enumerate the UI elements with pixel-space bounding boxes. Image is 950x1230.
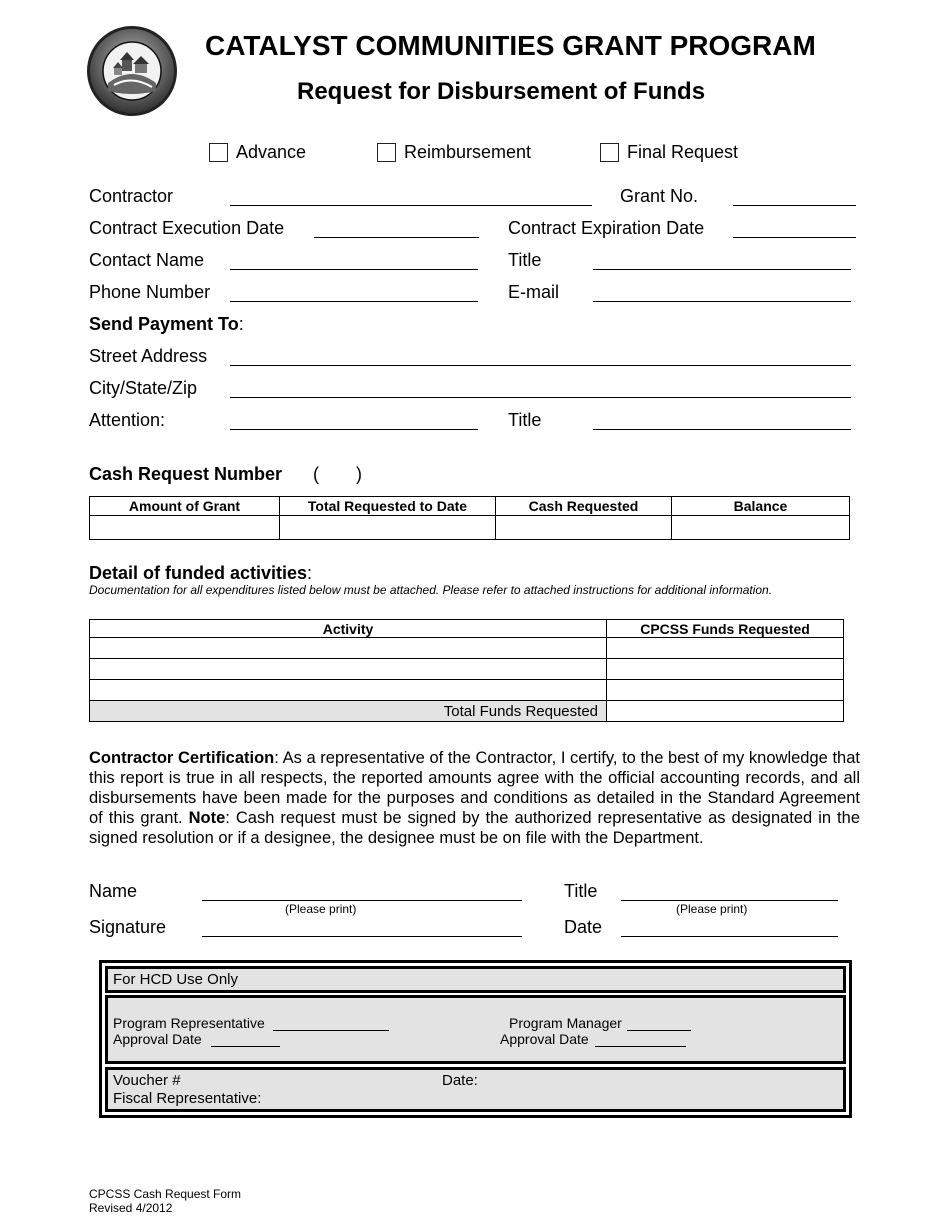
send-payment-label: Send Payment To — [89, 314, 239, 334]
table-row — [90, 680, 844, 701]
hcd-seal-icon — [86, 25, 178, 117]
detail-heading-label: Detail of funded activities — [89, 563, 308, 583]
footer-revised: Revised 4/2012 — [89, 1201, 173, 1215]
col-amount-of-grant: Amount of Grant — [90, 497, 280, 516]
cash-request-table — [89, 496, 850, 540]
grant-no-field[interactable] — [733, 205, 856, 206]
funds-cell[interactable] — [607, 659, 844, 680]
voucher-label: Voucher # — [113, 1072, 181, 1089]
col-total-requested: Total Requested to Date — [280, 497, 496, 516]
title-field[interactable] — [593, 269, 851, 270]
cash-request-paren-close: ) — [356, 464, 362, 484]
certification-note-label: Note — [188, 809, 226, 827]
title-label: Title — [508, 250, 542, 270]
funds-cell[interactable] — [607, 680, 844, 701]
col-activity: Activity — [90, 620, 607, 638]
street-field[interactable] — [230, 365, 851, 366]
contractor-label: Contractor — [89, 186, 174, 206]
exp-date-field[interactable] — [733, 237, 856, 238]
col-cpcss-funds: CPCSS Funds Requested — [607, 620, 844, 638]
phone-field[interactable] — [230, 301, 478, 302]
signature-label: Signature — [89, 917, 167, 937]
detail-note: Documentation for all expenditures listed below must be attached. Please refer to attached instructions for additional information. — [89, 583, 773, 597]
page-subtitle: Request for Disbursement of Funds — [297, 78, 706, 105]
page-title: CATALYST COMMUNITIES GRANT PROGRAM — [205, 30, 816, 61]
approval-date-field[interactable] — [211, 1046, 280, 1047]
total-requested-cell[interactable] — [280, 516, 496, 540]
signature-date-label: Date — [564, 917, 603, 937]
certification-text-2: : Cash request must be signed by the authorized representative as designated in the signed resolution or if a designee, the designee must be on file with the Department. — [89, 809, 860, 847]
name-label: Name — [89, 881, 138, 901]
program-rep-label: Program Representative — [113, 1015, 265, 1031]
hcd-approval-box — [105, 995, 846, 1064]
attention-label: Attention: — [89, 410, 166, 430]
signature-title-field[interactable] — [621, 900, 838, 901]
advance-label: Advance — [236, 142, 307, 162]
activity-cell[interactable] — [90, 638, 607, 659]
table-header-row — [90, 620, 844, 638]
attention-field[interactable] — [230, 429, 478, 430]
total-funds-label: Total Funds Requested — [90, 701, 607, 722]
col-cash-requested: Cash Requested — [496, 497, 672, 516]
certification-paragraph — [89, 748, 860, 848]
signature-field[interactable] — [202, 936, 522, 937]
total-row — [90, 701, 844, 722]
street-label: Street Address — [89, 346, 208, 366]
send-payment-colon: : — [238, 314, 244, 334]
reimbursement-label: Reimbursement — [404, 142, 532, 162]
title2-field[interactable] — [593, 429, 851, 430]
hcd-header-label: For HCD Use Only — [113, 971, 239, 988]
contact-name-field[interactable] — [230, 269, 478, 270]
name-field[interactable] — [202, 900, 522, 901]
table-row — [90, 659, 844, 680]
program-rep-field[interactable] — [273, 1030, 389, 1031]
funds-cell[interactable] — [607, 638, 844, 659]
table-header-row — [90, 497, 850, 516]
program-mgr-label: Program Manager — [509, 1015, 622, 1031]
detail-heading-colon: : — [307, 563, 313, 583]
exec-date-label: Contract Execution Date — [89, 218, 285, 238]
certification-text-1: : As a representative of the Contractor, I certify, to the best of my knowledge that this report is true in all respects, the reported amounts agree with the official accounting records, and all disbursements have been made for the purposes and conditions as detailed in the Standard Agreement of this grant. — [89, 749, 860, 827]
email-field[interactable] — [593, 301, 851, 302]
cash-request-number-field[interactable] — [325, 464, 353, 484]
signature-title-label: Title — [564, 881, 598, 901]
grant-no-label: Grant No. — [620, 186, 699, 206]
balance-cell[interactable] — [672, 516, 850, 540]
city-label: City/State/Zip — [89, 378, 198, 398]
certification-heading: Contractor Certification — [89, 749, 275, 767]
activity-cell[interactable] — [90, 659, 607, 680]
approval-date2-field[interactable] — [595, 1046, 686, 1047]
voucher-date-label: Date: — [442, 1072, 478, 1089]
advance-checkbox[interactable] — [209, 143, 228, 162]
cash-request-paren-open: ( — [313, 464, 319, 484]
fiscal-rep-label: Fiscal Representative: — [113, 1090, 262, 1107]
title2-label: Title — [508, 410, 542, 430]
hcd-voucher-box — [105, 1067, 846, 1112]
phone-label: Phone Number — [89, 282, 211, 302]
city-field[interactable] — [230, 397, 851, 398]
footer-form-name: CPCSS Cash Request Form — [89, 1187, 242, 1201]
exec-date-field[interactable] — [314, 237, 479, 238]
email-label: E-mail — [508, 282, 560, 302]
approval-date-label: Approval Date — [113, 1031, 202, 1047]
cash-requested-cell[interactable] — [496, 516, 672, 540]
approval-date2-label: Approval Date — [500, 1031, 589, 1047]
activities-table — [89, 619, 844, 722]
table-row — [90, 638, 844, 659]
please-print-title: (Please print) — [676, 902, 748, 916]
final-request-label: Final Request — [627, 142, 739, 162]
please-print-name: (Please print) — [285, 902, 357, 916]
contact-name-label: Contact Name — [89, 250, 205, 270]
final-request-checkbox[interactable] — [600, 143, 619, 162]
cash-request-label: Cash Request Number — [89, 464, 283, 484]
signature-date-field[interactable] — [621, 936, 838, 937]
detail-heading — [89, 563, 312, 584]
send-payment-heading — [89, 314, 244, 335]
total-funds-cell[interactable] — [607, 701, 844, 722]
exp-date-label: Contract Expiration Date — [508, 218, 705, 238]
program-mgr-field[interactable] — [627, 1030, 691, 1031]
reimbursement-checkbox[interactable] — [377, 143, 396, 162]
table-row — [90, 516, 850, 540]
hcd-header-box — [105, 966, 846, 993]
hcd-seal-logo — [86, 25, 178, 117]
col-balance: Balance — [672, 497, 850, 516]
contractor-field[interactable] — [230, 205, 592, 206]
amount-of-grant-cell[interactable] — [90, 516, 280, 540]
activity-cell[interactable] — [90, 680, 607, 701]
